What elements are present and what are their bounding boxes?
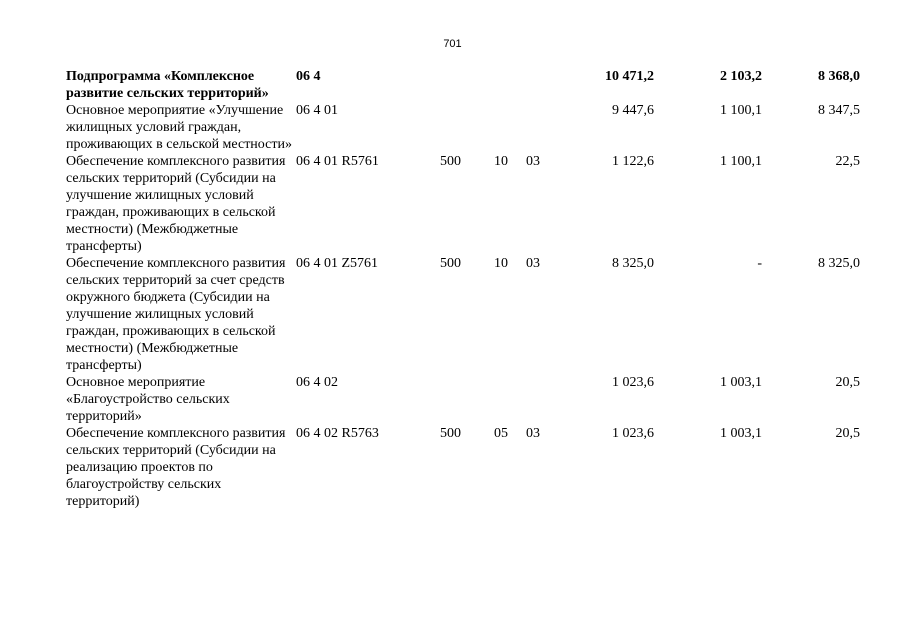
row-total: 1 023,6 xyxy=(612,375,654,390)
row-name: Подпрограмма «Комплексное развитие сельских территорий» xyxy=(66,69,269,101)
row-code: 06 4 02 xyxy=(296,375,338,390)
row-subsection xyxy=(526,374,566,425)
row-regional: 8 325,0 xyxy=(818,256,860,271)
row-code: 06 4 xyxy=(296,69,321,84)
row-name: Основное мероприятие «Благоустройство сельских территорий» xyxy=(66,375,230,424)
row-name: Обеспечение комплексного развития сельских территорий за счет средств окружного бюджета (Субсидии на улучшение жилищных условий граждан, проживающих в сельской местности) (Межбюджетные трансферты) xyxy=(66,256,286,373)
row-subsection: 03 xyxy=(526,256,540,271)
page-number: 701 xyxy=(443,38,462,50)
row-subsection xyxy=(526,102,566,153)
row-section xyxy=(494,102,526,153)
row-regional: 22,5 xyxy=(835,154,860,169)
row-expense-type xyxy=(440,102,494,153)
row-federal: 1 003,1 xyxy=(720,375,762,390)
row-expense-type: 500 xyxy=(440,154,461,169)
row-regional: 20,5 xyxy=(835,375,860,390)
row-total: 9 447,6 xyxy=(612,103,654,118)
row-total: 10 471,2 xyxy=(605,69,654,84)
row-federal: - xyxy=(757,256,762,271)
row-federal: 1 003,1 xyxy=(720,426,762,441)
table-row xyxy=(66,255,860,374)
row-total: 8 325,0 xyxy=(612,256,654,271)
row-regional: 20,5 xyxy=(835,426,860,441)
row-expense-type xyxy=(440,68,494,102)
table-row-subprogram xyxy=(66,68,860,102)
table-row xyxy=(66,102,860,153)
row-code: 06 4 01 R5761 xyxy=(296,154,379,169)
row-subsection: 03 xyxy=(526,426,540,441)
row-section xyxy=(494,374,526,425)
row-expense-type: 500 xyxy=(440,426,461,441)
row-total: 1 023,6 xyxy=(612,426,654,441)
row-code: 06 4 01 Z5761 xyxy=(296,256,379,271)
row-federal: 1 100,1 xyxy=(720,103,762,118)
row-regional: 8 368,0 xyxy=(818,69,860,84)
row-name: Обеспечение комплексного развития сельских территорий (Субсидии на реализацию проектов по благоустройству сельских территорий) xyxy=(66,426,286,509)
row-code: 06 4 02 R5763 xyxy=(296,426,379,441)
row-section: 10 xyxy=(494,256,508,271)
row-total: 1 122,6 xyxy=(612,154,654,169)
table-row xyxy=(66,374,860,425)
table-row xyxy=(66,425,860,510)
row-regional: 8 347,5 xyxy=(818,103,860,118)
row-federal: 1 100,1 xyxy=(720,154,762,169)
row-expense-type: 500 xyxy=(440,256,461,271)
row-section: 05 xyxy=(494,426,508,441)
row-expense-type xyxy=(440,374,494,425)
row-name: Обеспечение комплексного развития сельских территорий (Субсидии на улучшение жилищных условий граждан, проживающих в сельской местности) (Межбюджетные трансферты) xyxy=(66,154,286,254)
table-row xyxy=(66,153,860,255)
row-section xyxy=(494,68,526,102)
row-subsection xyxy=(526,68,566,102)
row-name: Основное мероприятие «Улучшение жилищных условий граждан, проживающих в сельской местности» xyxy=(66,103,292,152)
row-code: 06 4 01 xyxy=(296,103,338,118)
row-federal: 2 103,2 xyxy=(720,69,762,84)
row-subsection: 03 xyxy=(526,154,540,169)
row-section: 10 xyxy=(494,154,508,169)
budget-table xyxy=(66,68,860,510)
